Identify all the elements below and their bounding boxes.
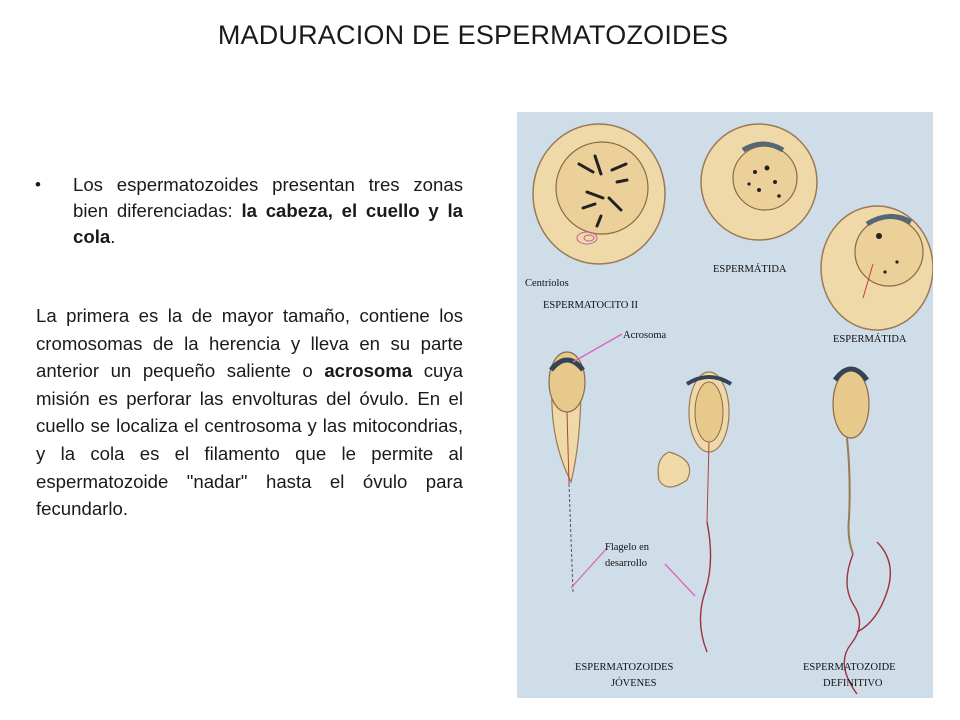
paragraph-bold-acrosoma: acrosoma	[324, 360, 413, 382]
paragraph-part1: La primera es la de mayor tamaño, contiene los cromosomas de la herencia y lleva en su parte anterior un pequeño saliente o	[36, 305, 463, 382]
spermatogenesis-illustration	[517, 112, 933, 698]
label-espermatida-2: ESPERMÁTIDA	[833, 334, 907, 345]
spermatid-cell-2	[821, 206, 933, 330]
description-paragraph	[36, 302, 463, 523]
young-sperm-1	[549, 352, 585, 592]
spermatid-cell-1	[701, 124, 817, 240]
bullet-list-item	[35, 172, 463, 250]
spermatocyte-cell	[533, 124, 665, 264]
bullet-text	[73, 172, 463, 250]
bullet-text-plain: Los espermatozoides presentan tres zonas bien diferenciadas:	[73, 174, 463, 221]
label-jovenes-2: JÓVENES	[611, 678, 657, 689]
label-espermatida-1: ESPERMÁTIDA	[713, 264, 787, 275]
label-centriolos: Centríolos	[525, 278, 569, 289]
bullet-text-end: .	[110, 226, 116, 247]
young-sperm-2	[658, 372, 731, 652]
label-definitivo-1: ESPERMATOZOIDE	[803, 662, 896, 673]
label-acrosoma: Acrosoma	[623, 330, 667, 341]
label-jovenes-1: ESPERMATOZOIDES	[575, 662, 674, 673]
bullet-dot-icon: •	[35, 175, 41, 194]
bullet-text-bold: la cabeza, el cuello y la cola	[73, 200, 463, 247]
paragraph-part2: cuya misión es perforar las envolturas del óvulo. En el cuello se localiza el centrosoma y las mitocondrias, y la cola es el filamento que le permite al espermatozoide "nadar" hasta el óvulo para fecundarlo.	[36, 360, 463, 520]
slide-title: MADURACION DE ESPERMATOZOIDES	[217, 20, 729, 50]
label-flagelo-1: Flagelo en	[605, 542, 650, 553]
label-definitivo-2: DEFINITIVO	[823, 678, 883, 689]
definitive-sperm	[833, 369, 890, 694]
label-espermatocito: ESPERMATOCITO II	[543, 300, 638, 311]
label-flagelo-2: desarrollo	[605, 558, 647, 569]
illustration-svg	[517, 112, 933, 698]
